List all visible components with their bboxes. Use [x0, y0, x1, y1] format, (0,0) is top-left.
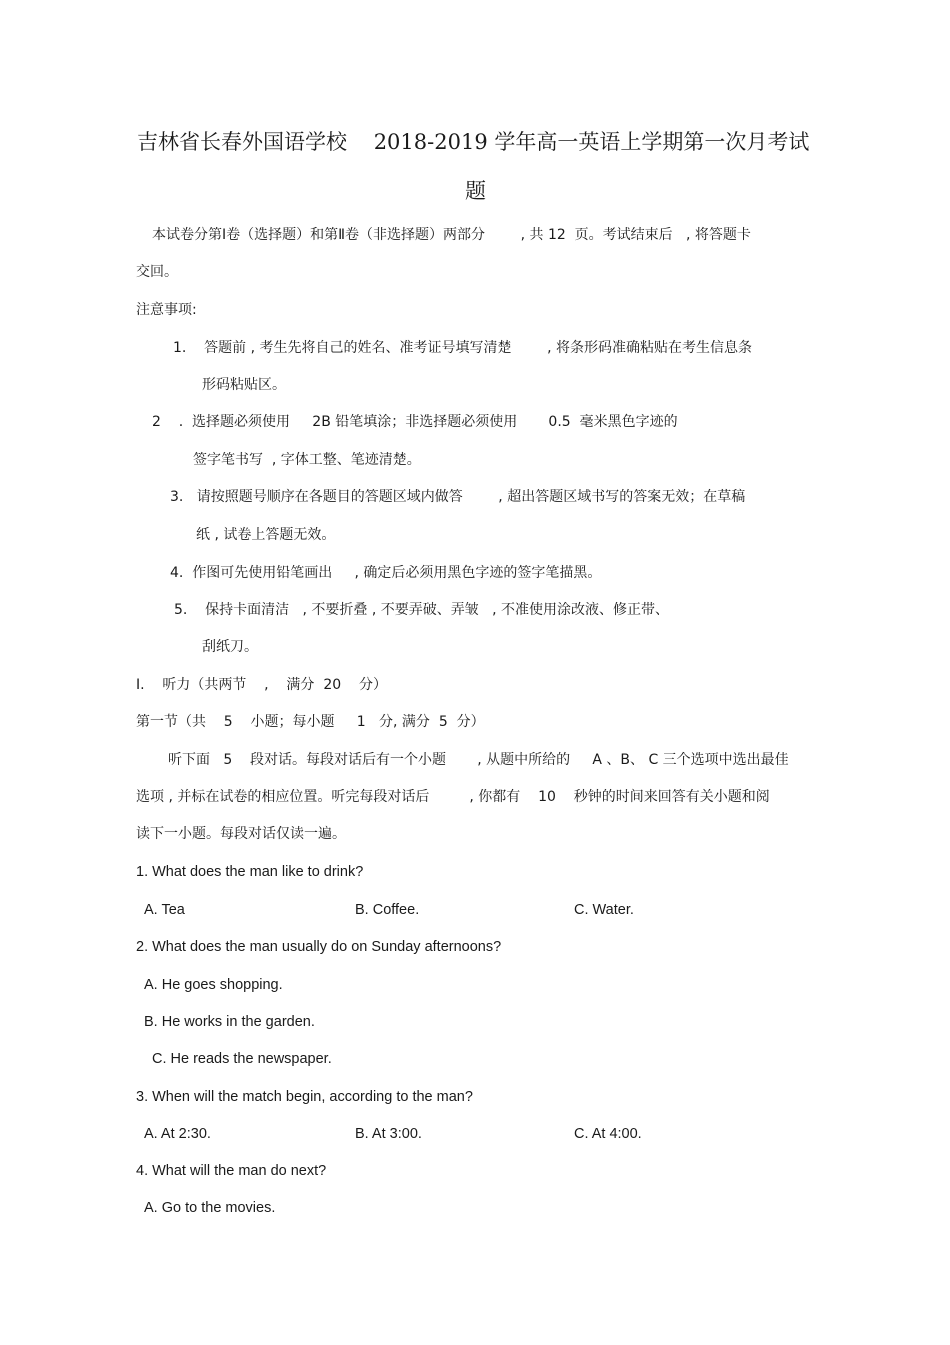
question-4: 4. What will the man do next?	[136, 1163, 327, 1179]
part-1-heading: 第一节（共 5 小题；每小题 1 分, 满分 5 分）	[136, 714, 485, 730]
question-2: 2. What does the man usually do on Sunday afternoons?	[136, 939, 502, 955]
notice-heading: 注意事项:	[136, 302, 197, 318]
question-1-option-c: C. Water.	[574, 902, 634, 918]
question-4-option-a: A. Go to the movies.	[144, 1200, 276, 1216]
instruction-line-2: 选项 , 并标在试卷的相应位置。听完每段对话后 , 你都有 10 秒钟的时间来回答有关小题和阅	[136, 789, 770, 805]
intro-line-1: 本试卷分第Ⅰ卷（选择题）和第Ⅱ卷（非选择题）两部分 , 共 12 页。考试结束后 , 将答题卡	[152, 227, 751, 243]
question-1-option-b: B. Coffee.	[355, 902, 420, 918]
section-listening-heading: I. 听力（共两节 , 满分 20 分）	[136, 677, 387, 693]
notice-1-line-2: 形码粘贴区。	[202, 377, 286, 393]
notice-2-line-2: 签字笔书写 , 字体工整、笔迹清楚。	[193, 452, 421, 468]
notice-1-line-1: 1. 答题前 , 考生先将自己的姓名、准考证号填写清楚 , 将条形码准确粘贴在考生信息条	[173, 340, 753, 356]
notice-2-line-1: 2 . 选择题必须使用 2B 铅笔填涂；非选择题必须使用 0.5 毫米黑色字迹的	[152, 414, 678, 430]
notice-5-line-1: 5. 保持卡面清洁 , 不要折叠 , 不要弄破、弄皱 , 不准使用涂改液、修正带、	[174, 602, 670, 618]
intro-line-2: 交回。	[136, 264, 178, 280]
question-1: 1. What does the man like to drink?	[136, 864, 364, 880]
question-2-option-c: C. He reads the newspaper.	[152, 1051, 332, 1067]
question-3-option-c: C. At 4:00.	[574, 1126, 642, 1142]
instruction-line-1: 听下面 5 段对话。每段对话后有一个小题 , 从题中所给的 A 、B、 C 三个选项中选出最佳	[168, 752, 789, 768]
instruction-line-3: 读下一小题。每段对话仅读一遍。	[136, 826, 346, 842]
question-3: 3. When will the match begin, according to the man?	[136, 1089, 473, 1105]
question-3-option-b: B. At 3:00.	[355, 1126, 422, 1142]
notice-4-line-1: 4. 作图可先使用铅笔画出 , 确定后必须用黑色字迹的签字笔描黑。	[170, 565, 602, 581]
notice-3-line-2: 纸 , 试卷上答题无效。	[196, 527, 336, 543]
question-2-option-b: B. He works in the garden.	[144, 1014, 315, 1030]
title-line-2: 题	[465, 179, 486, 203]
question-1-option-a: A. Tea	[144, 902, 185, 918]
question-2-option-a: A. He goes shopping.	[144, 977, 283, 993]
title-line-1: 吉林省长春外国语学校 2018-2019 学年高一英语上学期第一次月考试	[137, 130, 810, 154]
question-3-option-a: A. At 2:30.	[144, 1126, 211, 1142]
notice-3-line-1: 3. 请按照题号顺序在各题目的答题区域内做答 , 超出答题区域书写的答案无效；在草稿	[170, 489, 746, 505]
notice-5-line-2: 刮纸刀。	[202, 639, 258, 655]
